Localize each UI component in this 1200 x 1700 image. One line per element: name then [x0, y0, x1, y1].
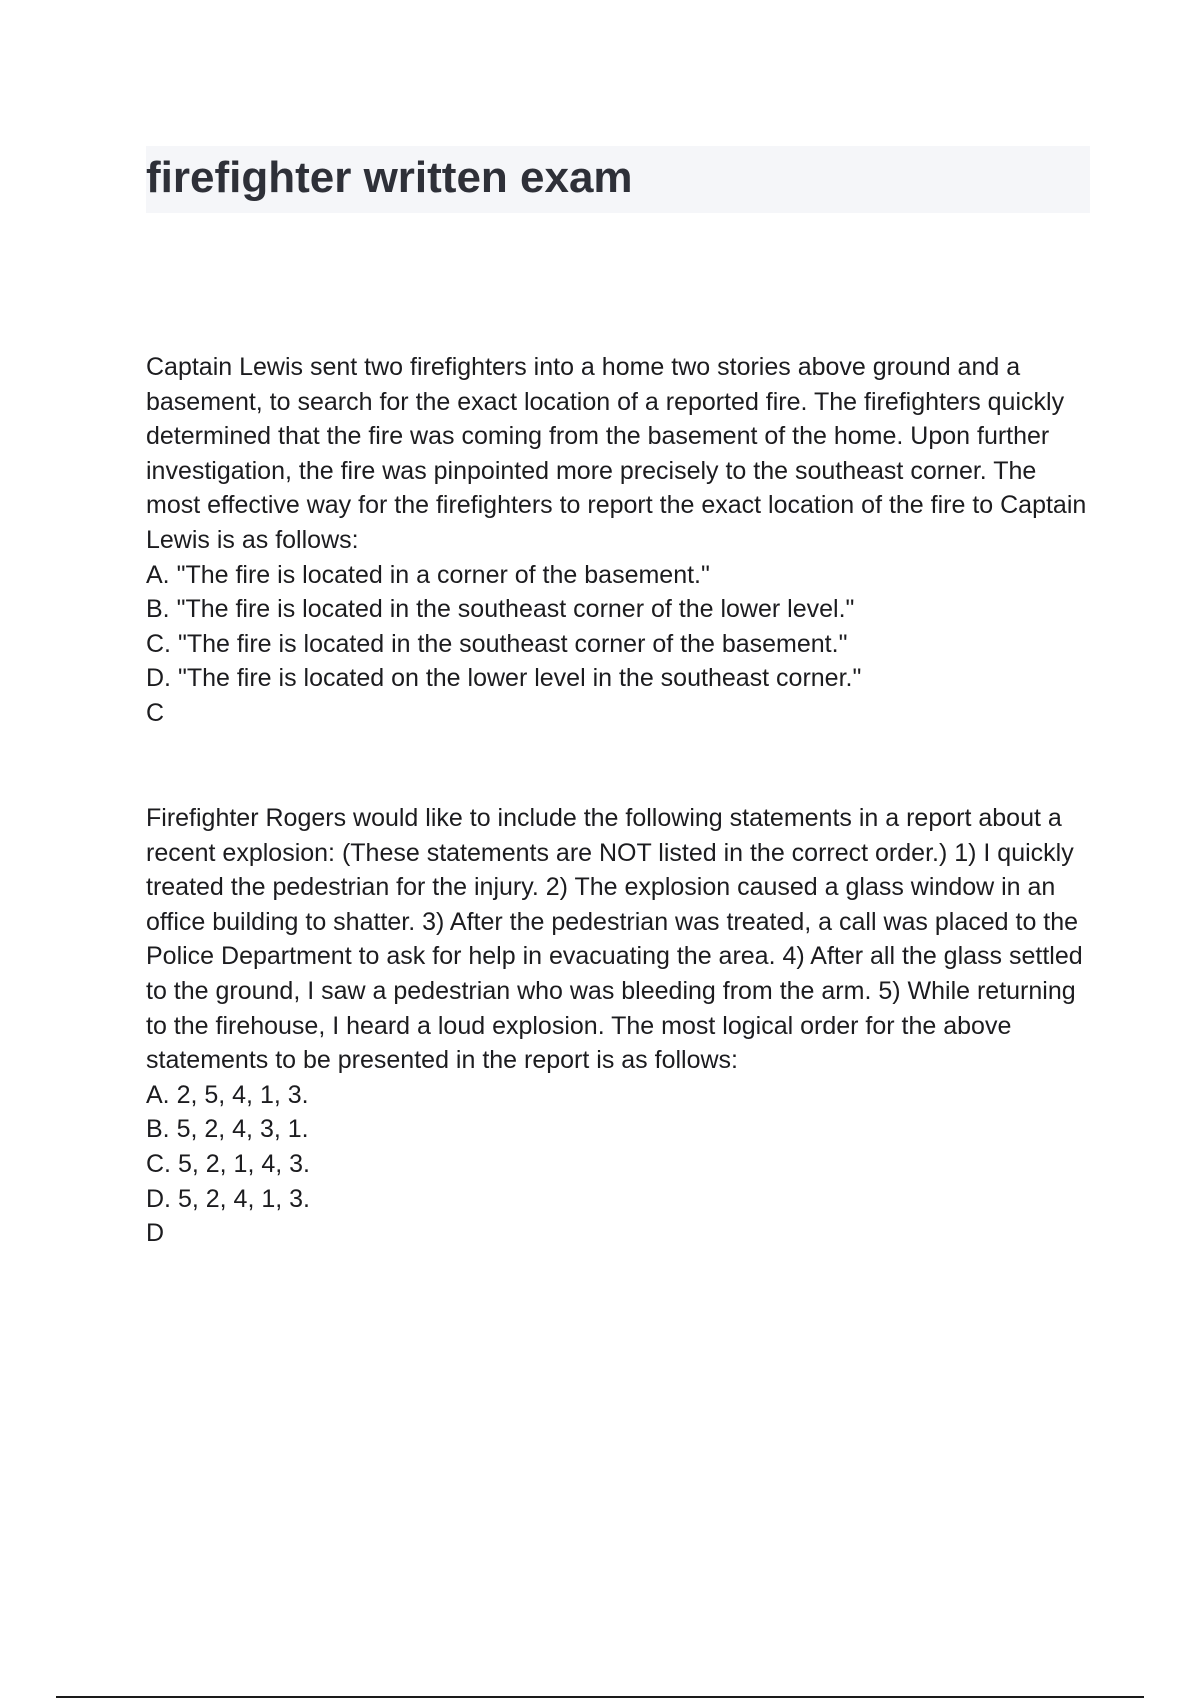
title-bar — [146, 146, 1090, 213]
footer-divider — [56, 1696, 1144, 1698]
option-c: C. 5, 2, 1, 4, 3. — [146, 1149, 310, 1178]
option-a: A. 2, 5, 4, 1, 3. — [146, 1080, 309, 1109]
option-c: C. "The fire is located in the southeast corner of the basement." — [146, 629, 848, 658]
option-b: B. "The fire is located in the southeast corner of the lower level." — [146, 595, 855, 624]
option-d: D. 5, 2, 4, 1, 3. — [146, 1184, 310, 1213]
question-stem: Firefighter Rogers would like to include the following statements in a report about a recent explosion: (These statements are NOT listed in the correct order.) 1) I quickly treated the pedestrian for the injury. 2) The explosion caused a glass window in an office building to shatter. 3) After the pedestrian was treated, a call was placed to the Police Department to ask for help in evacuating the area. 4) After all the glass settled to the ground, I saw a pedestrian who was bleeding from the arm. 5) While returning to the firehouse, I heard a loud explosion. The most logical order for the above statements to be presented in the report is as follows: — [146, 804, 1083, 1075]
option-a: A. "The fire is located in a corner of the basement." — [146, 560, 710, 589]
question-stem: Captain Lewis sent two firefighters into a home two stories above ground and a basement, to search for the exact location of a reported fire. The firefighters quickly determined that the fire was coming from the basement of the home. Upon further investigation, the fire was pinpointed more precisely to the southeast corner. The most effective way for the firefighters to report the exact location of the fire to Captain Lewis is as follows: — [146, 353, 1087, 554]
option-b: B. 5, 2, 4, 3, 1. — [146, 1115, 309, 1144]
question-2 — [146, 801, 1090, 1251]
option-d: D. "The fire is located on the lower level in the southeast corner." — [146, 664, 862, 693]
answer: D — [146, 1219, 165, 1248]
answer: C — [146, 698, 165, 727]
page-title: firefighter written exam — [146, 152, 633, 202]
question-1 — [146, 350, 1090, 731]
